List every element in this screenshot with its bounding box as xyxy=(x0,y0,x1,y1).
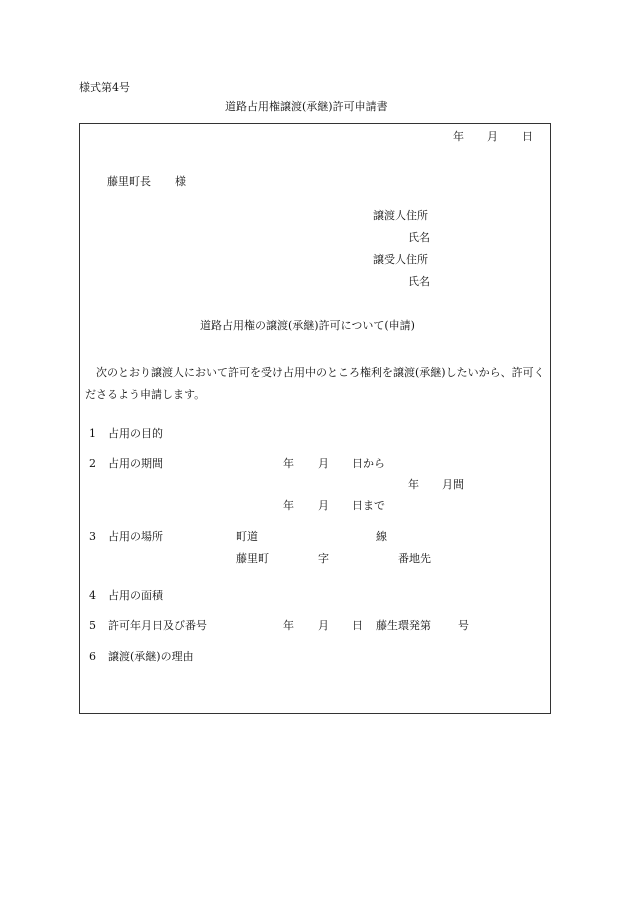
subject-line: 道路占用権の譲渡(承継)許可について(申請) xyxy=(200,319,415,332)
item-area-number: 4 xyxy=(89,589,96,602)
date-month: 月 xyxy=(487,130,498,143)
addressee-name: 藤里町長 xyxy=(107,175,151,188)
permit-suffix: 号 xyxy=(458,619,469,632)
period-to-month: 月 xyxy=(318,499,329,512)
item-period-number: 2 xyxy=(89,457,96,470)
location-aza: 字 xyxy=(318,552,329,565)
item-area-label: 占用の面積 xyxy=(108,589,163,602)
form-title: 道路占用権譲渡(承継)許可申請書 xyxy=(225,100,388,113)
date-day: 日 xyxy=(522,130,533,143)
period-duration-month: 月間 xyxy=(442,478,464,491)
permit-month: 月 xyxy=(318,619,329,632)
form-number: 様式第4号 xyxy=(79,81,130,94)
period-to-day: 日まで xyxy=(352,499,385,512)
permit-day: 日 xyxy=(352,619,363,632)
item-period-label: 占用の期間 xyxy=(108,457,163,470)
item-permit-label: 許可年月日及び番号 xyxy=(108,619,207,632)
location-road: 町道 xyxy=(236,530,258,543)
body-paragraph: 次のとおり譲渡人において許可を受け占用中のところ権利を譲渡(承継)したいから、許可くださるよう申請します。 xyxy=(85,366,545,401)
location-line: 線 xyxy=(376,530,387,543)
location-town: 藤里町 xyxy=(236,552,269,565)
item-purpose-number: 1 xyxy=(89,427,96,440)
transferor-address-label: 譲渡人住所 xyxy=(373,209,428,222)
location-lot: 番地先 xyxy=(398,552,431,565)
permit-prefix: 藤生環発第 xyxy=(376,619,431,632)
transferee-name-label: 氏名 xyxy=(408,275,430,288)
transferor-name-label: 氏名 xyxy=(408,231,430,244)
period-from-year: 年 xyxy=(283,457,294,470)
item-permit-number: 5 xyxy=(89,619,96,632)
permit-year: 年 xyxy=(283,619,294,632)
date-year: 年 xyxy=(453,130,464,143)
addressee-honorific: 様 xyxy=(175,175,186,188)
period-duration-year: 年 xyxy=(408,478,419,491)
period-to-year: 年 xyxy=(283,499,294,512)
item-location-number: 3 xyxy=(89,530,96,543)
item-location-label: 占用の場所 xyxy=(108,530,163,543)
period-from-month: 月 xyxy=(318,457,329,470)
item-purpose-label: 占用の目的 xyxy=(108,427,163,440)
item-reason-number: 6 xyxy=(89,650,96,663)
period-from-day: 日から xyxy=(352,457,385,470)
item-reason-label: 譲渡(承継)の理由 xyxy=(108,650,194,663)
transferee-address-label: 譲受人住所 xyxy=(373,253,428,266)
